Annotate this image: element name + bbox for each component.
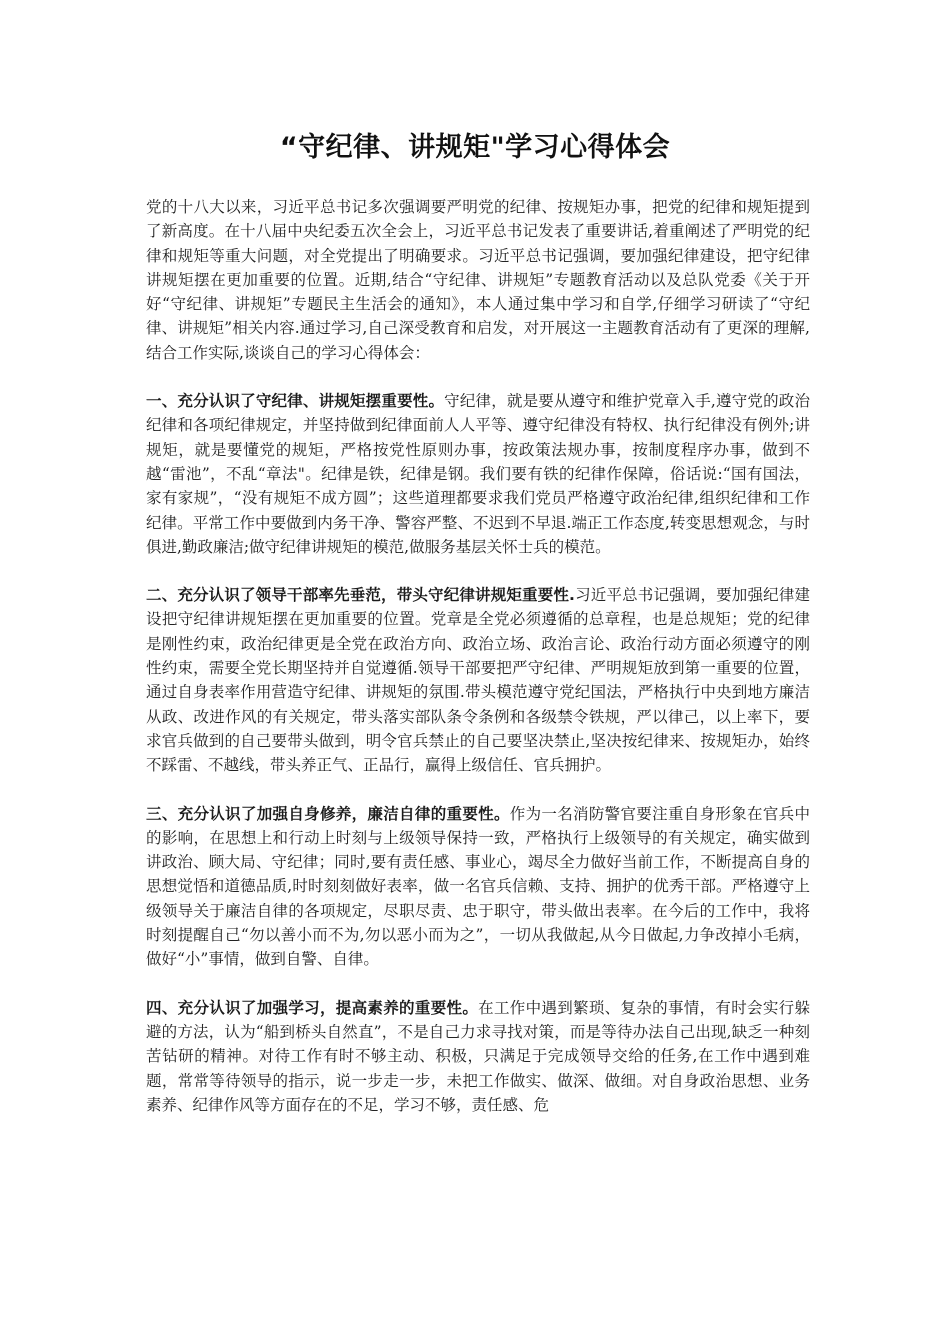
paragraph-section-1: [146, 389, 810, 559]
paragraph-text: 作为一名消防警官要注重自身形象在官兵中的影响，在思想上和行动上时刻与上级领导保持一致，严格执行上级领导的有关规定，确实做到讲政治、顾大局、守纪律；同时,要有责任感、事业心，竭尽全力做好当前工作，不断提高自身的思想觉悟和道德品质,时时刻刻做好表率，做一名官兵信赖、支持、拥护的优秀干部。严格遵守上级领导关于廉洁自律的各项规定，尽职尽责、忠于职守，带头做出表率。在今后的工作中，我将时刻提醒自己“勿以善小而不为,勿以恶小而为之”，一切从我做起,从今日做起,力争改掉小毛病，做好“小”事情，做到自警、自律。: [146, 804, 810, 969]
document-body: [146, 195, 810, 1141]
paragraph-section-2: [146, 583, 810, 777]
paragraph-section-3: [146, 802, 810, 972]
paragraph-text: 习近平总书记强调，要加强纪律建设把守纪律讲规矩摆在更加重要的位置。党章是全党必须遵循的总章程，也是总规矩；党的纪律是刚性约束，政治纪律更是全党在政治方向、政治立场、政治言论、政治行动方面必须遵守的刚性约束，需要全党长期坚持并自觉遵循.领导干部要把严守纪律、严明规矩放到第一重要的位置，通过自身表率作用营造守纪律、讲规矩的氛围.带头模范遵守党纪国法，严格执行中央到地方廉洁从政、改进作风的有关规定，带头落实部队条令条例和各级禁令铁规，严以律己，以上率下，要求官兵做到的自己要带头做到，明令官兵禁止的自己要坚决禁止,坚决按纪律来、按规矩办，始终不踩雷、不越线，带头养正气、正品行，赢得上级信任、官兵拥护。: [146, 586, 810, 775]
paragraph-lead: 四、充分认识了加强学习，提高素养的重要性。: [146, 998, 479, 1017]
paragraph-intro: [146, 195, 810, 365]
document-title: “守纪律、讲规矩"学习心得体会: [279, 132, 671, 163]
paragraph-lead: 二、充分认识了领导干部率先垂范，带头守纪律讲规矩重要性.: [146, 586, 575, 605]
paragraph-text: 在工作中遇到繁琐、复杂的事情，有时会实行躲避的方法，认为“船到桥头自然直”，不是自己力求寻找对策，而是等待办法自己出现,缺乏一种刻苦钻研的精神。对待工作有时不够主动、积极，只满足于完成领导交给的任务,在工作中遇到难题，常常等待领导的指示，说一步走一步，未把工作做实、做深、做细。对自身政治思想、业务素养、纪律作风等方面存在的不足，学习不够，责任感、危: [146, 998, 810, 1114]
paragraph-text: 党的十八大以来，习近平总书记多次强调要严明党的纪律、按规矩办事，把党的纪律和规矩提到了新高度。在十八届中央纪委五次全会上，习近平总书记发表了重要讲话,着重阐述了严明党的纪律和规矩等重大问题，对全党提出了明确要求。习近平总书记强调，要加强纪律建设，把守纪律讲规矩摆在更加重要的位置。近期,结合“守纪律、讲规矩”专题教育活动以及总队党委《关于开好“守纪律、讲规矩”专题民主生活会的通知》，本人通过集中学习和自学,仔细学习研读了“守纪律、讲规矩”相关内容.通过学习,自己深受教育和启发，对开展这一主题教育活动有了更深的理解,结合工作实际,谈谈自己的学习心得体会：: [146, 198, 810, 362]
paragraph-lead: 三、充分认识了加强自身修养，廉洁自律的重要性。: [146, 804, 510, 823]
paragraph-section-4: [146, 996, 810, 1117]
paragraph-lead: 一、充分认识了守纪律、讲规矩摆重要性。: [146, 392, 445, 411]
paragraph-text: 守纪律，就是要从遵守和维护党章入手,遵守党的政治纪律和各项纪律规定，并坚持做到纪律面前人人平等、遵守纪律没有特权、执行纪律没有例外;讲规矩，就是要懂党的规矩，严格按党性原则办事，按政策法规办事，按制度程序办事，做到不越“雷池”，不乱“章法"。纪律是铁，纪律是钢。我们要有铁的纪律作保障，俗话说:“国有国法，家有家规”，“没有规矩不成方圆”；这些道理都要求我们党员严格遵守政治纪律,组织纪律和工作纪律。平常工作中要做到内务干净、警容严整、不迟到不早退.端正工作态度,转变思想观念，与时俱进,勤政廉洁;做守纪律讲规矩的模范,做服务基层关怀士兵的模范。: [146, 392, 810, 556]
